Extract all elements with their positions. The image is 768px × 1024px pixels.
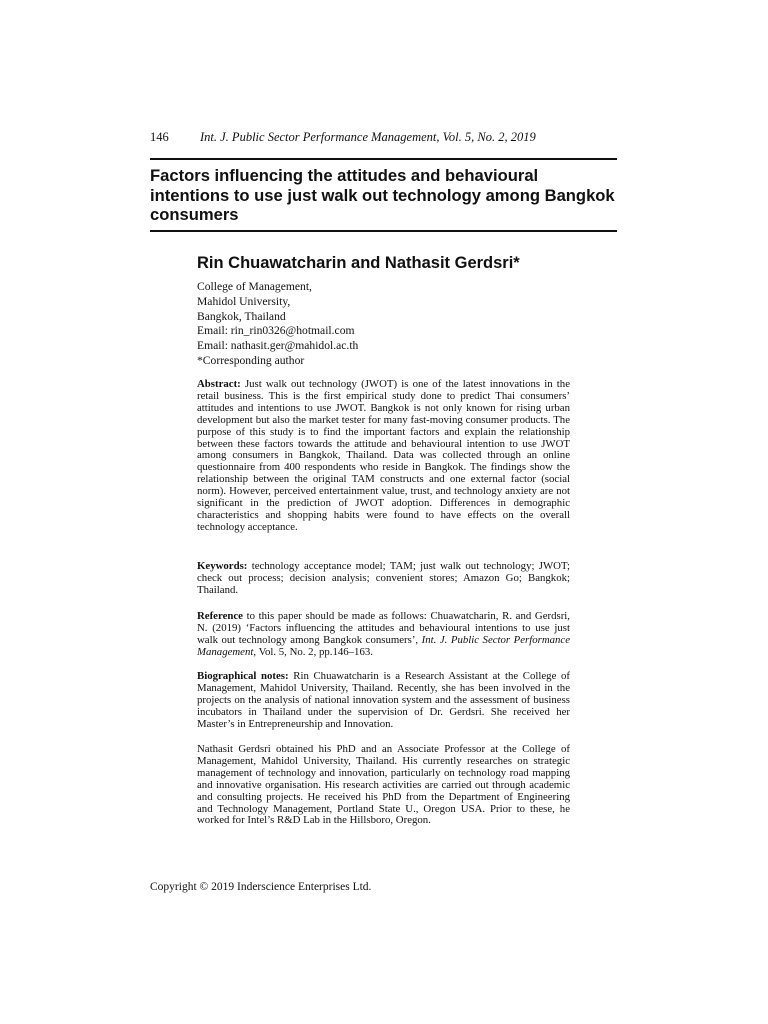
- abstract-label: Abstract:: [197, 378, 241, 390]
- running-header: [150, 129, 616, 145]
- bio-second-author: Nathasit Gerdsri obtained his PhD and an Associate Professor at the College of Management, Mahidol University, Thailand. His currently researches on strategic management of technology and innovation, particularly on technology road mapping and innovative organisation. His research activities are carried out through academic and consulting projects. He received his PhD from the Department of Engineering and Technology Management, Portland State U., Oregon USA. Prior to these, he worked for Intel’s R&D Lab in the Hillsboro, Oregon.: [197, 743, 570, 827]
- reference-label: Reference: [197, 610, 243, 622]
- title-bottom-rule: [150, 230, 617, 232]
- bio-first-author: Rin Chuawatcharin is a Research Assistant at the College of Management, Mahidol University, Thailand. Recently, she has been involved in the projects on the analysis of national innovation system and the assessment of business incubators in Thailand under the supervision of Dr. Gerdsri. She received her Master’s in Entrepreneurship and Innovation.: [197, 670, 570, 730]
- page-number: 146: [150, 130, 169, 144]
- title-top-rule: [150, 158, 617, 160]
- reference-volume: , Vol. 5, No. 2, pp.146–163.: [253, 645, 373, 658]
- email-line: Email: rin_rin0326@hotmail.com: [197, 324, 355, 338]
- keywords: [197, 561, 570, 597]
- bio-label: Biographical notes:: [197, 670, 289, 682]
- reference: [197, 611, 570, 659]
- affiliation-line: College of Management,: [197, 280, 312, 293]
- affiliation: [197, 280, 577, 369]
- journal-citation: Int. J. Public Sector Performance Management, Vol. 5, No. 2, 2019: [200, 130, 536, 144]
- reference-text: to this paper should be made as follows: Chuawatcharin, R. and Gerdsri, N. (2019) ‘Factors influencing the attitudes and behavioural intentions to use just walk out technology among Bangkok consumers’,: [197, 610, 570, 646]
- corresponding-author-note: *Corresponding author: [197, 353, 305, 367]
- keywords-label: Keywords:: [197, 560, 248, 572]
- biographical-notes: [197, 671, 570, 731]
- affiliation-line: Bangkok, Thailand: [197, 309, 286, 323]
- reference-journal: Int. J. Public Sector Performance Management: [197, 633, 570, 658]
- affiliation-line: Mahidol University,: [197, 294, 291, 308]
- email-line: Email: nathasit.ger@mahidol.ac.th: [197, 339, 359, 353]
- copyright-footer: Copyright © 2019 Inderscience Enterprises Ltd.: [150, 881, 372, 893]
- abstract: [197, 379, 570, 534]
- keywords-text: technology acceptance model; TAM; just walk out technology; JWOT; check out process; decision analysis; convenient stores; Amazon Go; Bangkok; Thailand.: [197, 560, 570, 596]
- author-names: Rin Chuawatcharin and Nathasit Gerdsri*: [197, 254, 520, 272]
- paper-title: Factors influencing the attitudes and behavioural intentions to use just walk out technology among Bangkok consumers: [150, 166, 615, 224]
- abstract-text: Just walk out technology (JWOT) is one of the latest innovations in the retail business. This is the first empirical study done to predict Thai consumers’ attitudes and intentions to use JWOT. Bangkok is not only known for rising urban development but also the market tester for many fast-moving consumer products. The purpose of this study is to find the important factors and explain the relationship between these factors towards the attitude and behavioural intention to use JWOT among consumers in Bangkok, Thailand. Data was collected through an online questionnaire from 400 respondents who reside in Bangkok. The findings show the relationship between the original TAM constructs and one external factor (social norm). However, perceived entertainment value, trust, and technology anxiety are not significant in the prediction of JWOT adoption. Differences in demographic characteristics and shopping habits were found to have effects on the overall technology acceptance.: [197, 378, 570, 533]
